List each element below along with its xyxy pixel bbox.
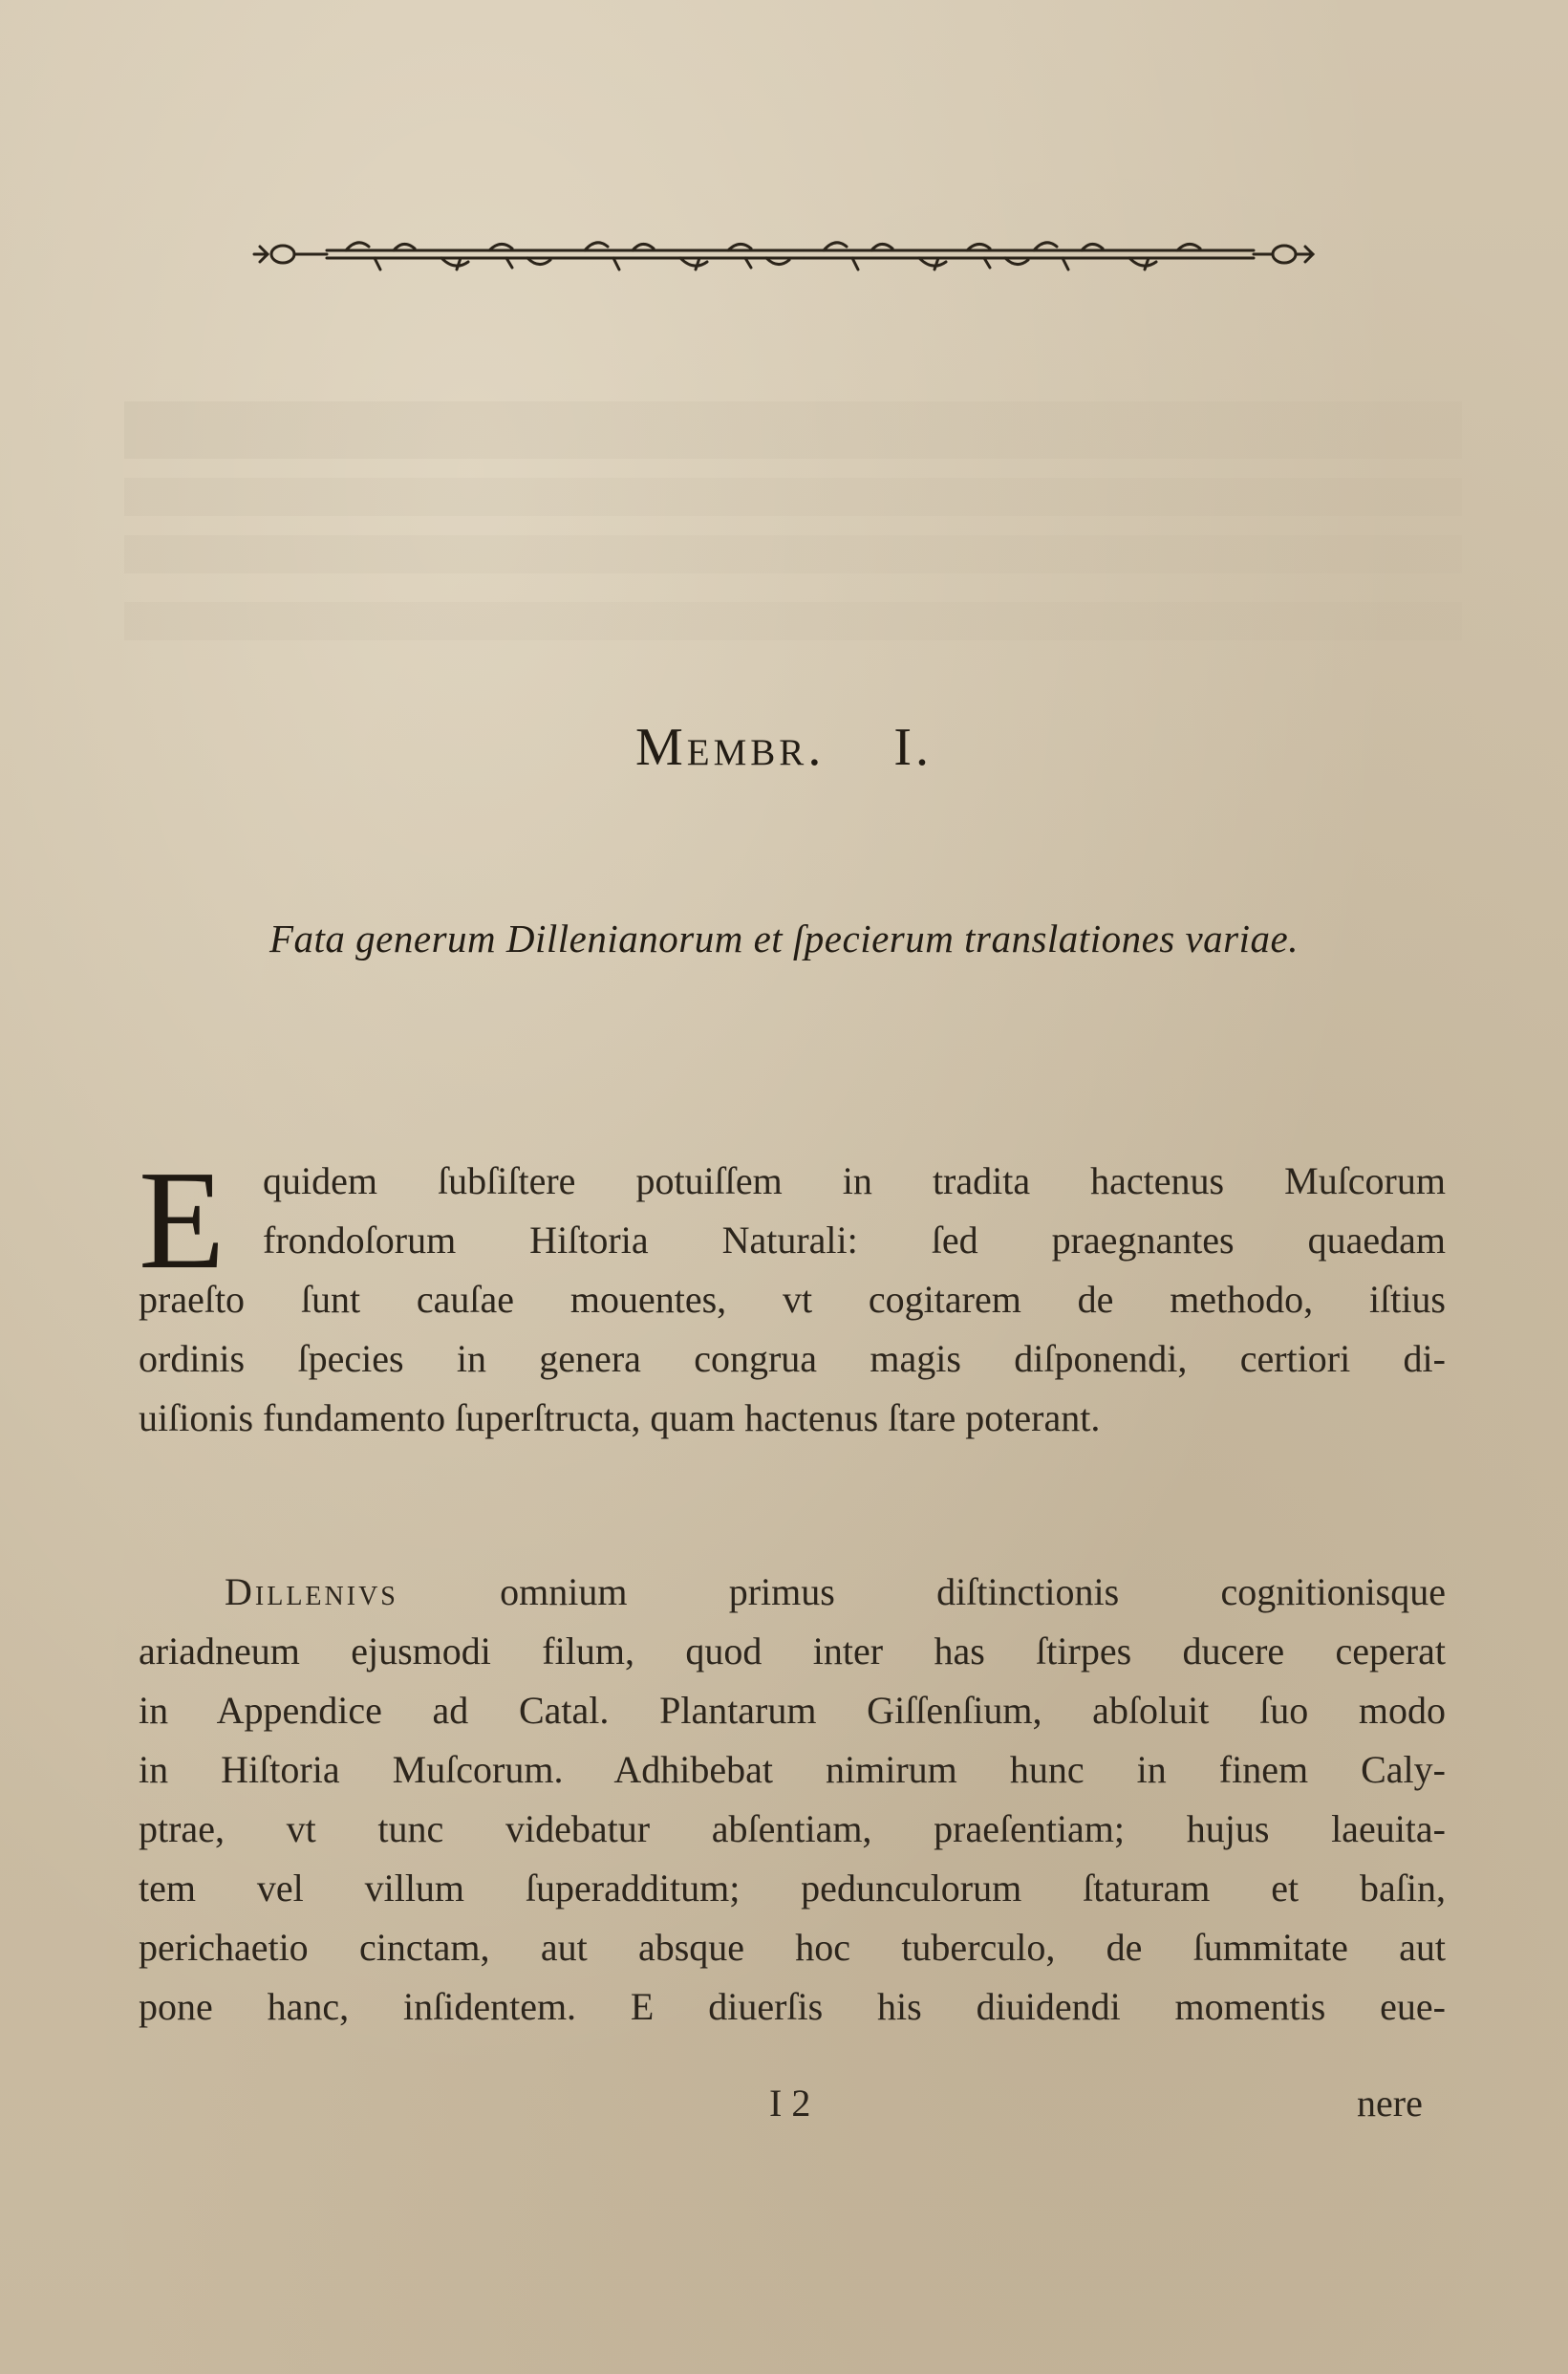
text-line: perichaetio cinctam, aut absque hoc tuberculo, de ſummitate aut — [139, 1926, 1446, 1969]
text-line: ariadneum ejusmodi filum, quod inter has ſtirpes ducere ceperat — [139, 1629, 1446, 1673]
paragraph-1 — [139, 1142, 1446, 1448]
text-line: tem vel villum ſuperadditum; pedunculorum ſtaturam et baſin, — [139, 1867, 1446, 1910]
signature-mark: I 2 — [769, 2082, 811, 2125]
author-name: Dillenivs — [225, 1570, 398, 1613]
section-subtitle: Fata generum Dillenianorum et ſpecierum translationes variae. — [269, 917, 1299, 960]
vine-ornament-icon — [250, 227, 1321, 285]
text-fragment: omnium primus diſtinctionis cognitionisque — [500, 1570, 1446, 1613]
drop-cap: E — [139, 1142, 226, 1299]
section-heading — [0, 717, 1568, 778]
text-line: in Appendice ad Catal. Plantarum Giſſenſium, abſoluit ſuo modo — [139, 1689, 1446, 1732]
paragraph-2 — [139, 1563, 1446, 2037]
text-line: ordinis ſpecies in genera congrua magis diſponendi, certiori di- — [139, 1337, 1446, 1380]
text-line: praeſto ſunt cauſae mouentes, vt cogitarem de methodo, iſtius — [139, 1278, 1446, 1321]
catchword: nere — [1357, 2082, 1423, 2125]
text-line: ptrae, vt tunc videbatur abſentiam, praeſentiam; hujus laeuita- — [139, 1807, 1446, 1850]
text-line: in Hiſtoria Muſcorum. Adhibebat nimirum hunc in finem Caly- — [139, 1748, 1446, 1791]
heading-prefix: Membr. — [635, 718, 826, 777]
text-line: uiſionis fundamento ſuperſtructa, quam hactenus ſtare poterant. — [139, 1396, 1101, 1439]
heading-numeral: I. — [893, 718, 933, 777]
text-line: quidem ſubſiſtere potuiſſem in tradita hactenus Muſcorum — [263, 1159, 1446, 1202]
text-line: pone hanc, inſidentem. E diuerſis his diuidendi momentis eue- — [139, 1985, 1446, 2028]
text-line: frondoſorum Hiſtoria Naturali: ſed praegnantes quaedam — [263, 1219, 1446, 1262]
text-line — [139, 1563, 1446, 1622]
